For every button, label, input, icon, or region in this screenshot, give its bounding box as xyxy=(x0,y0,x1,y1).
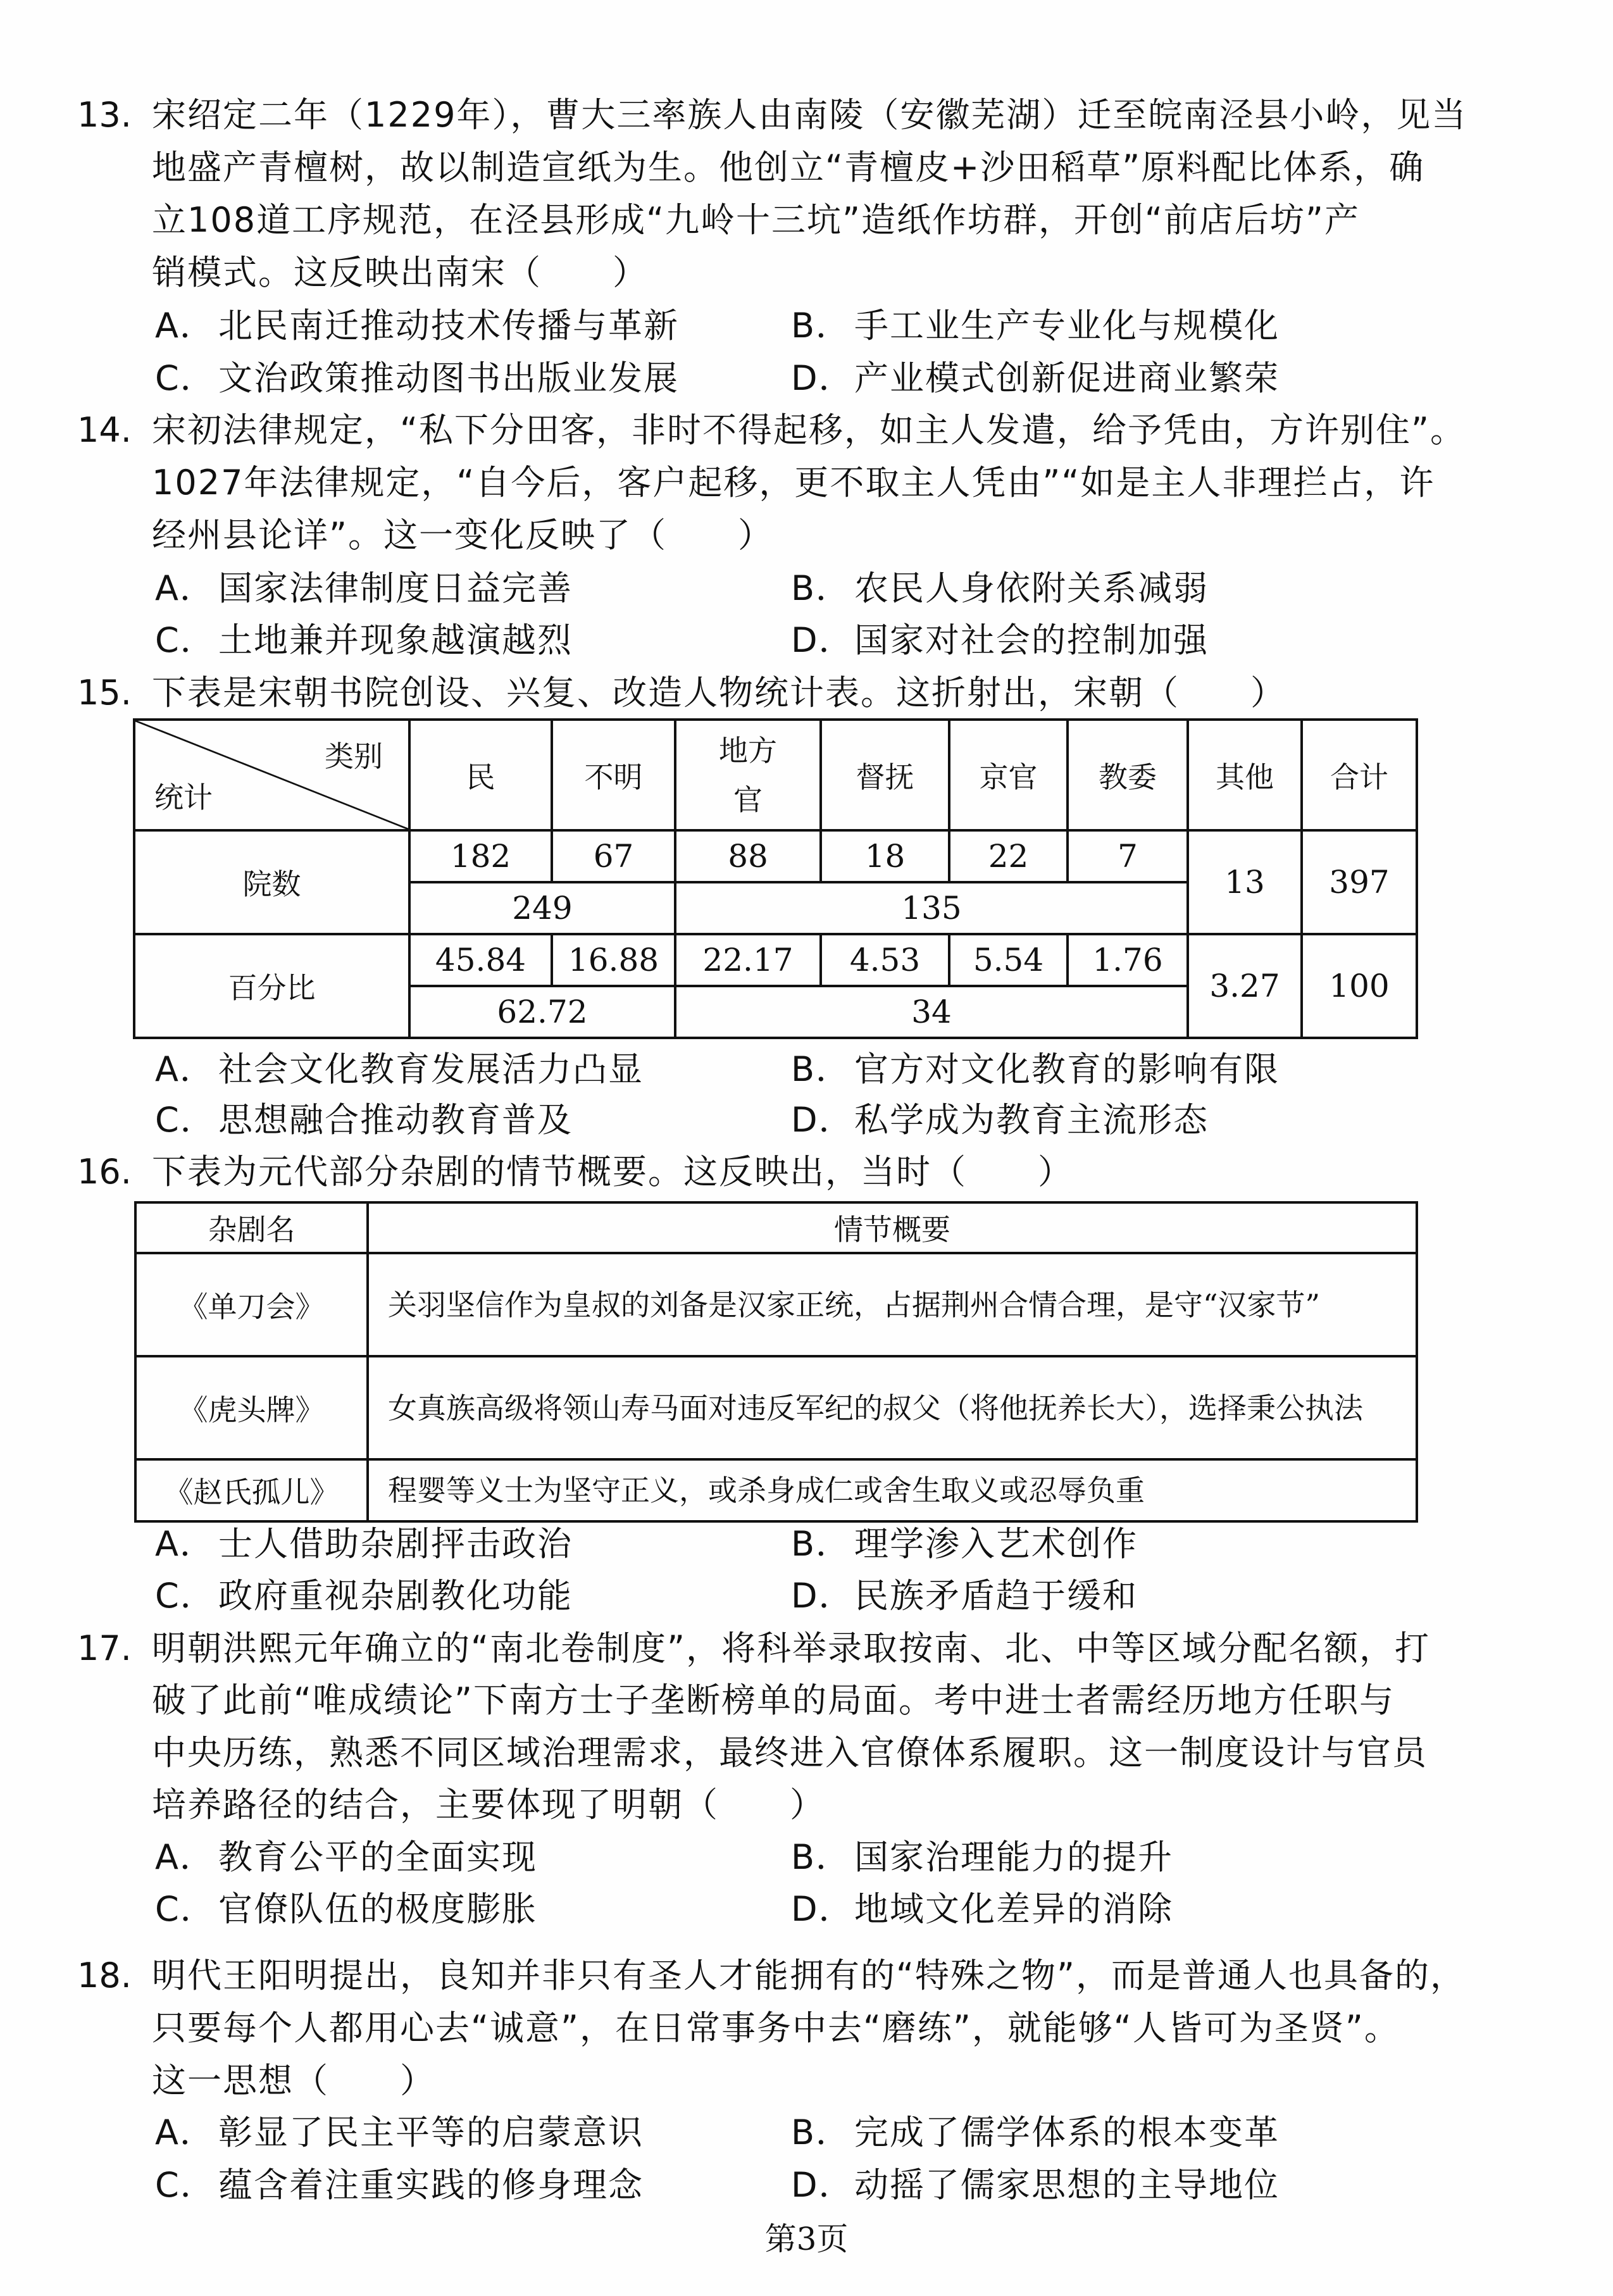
plot-summary-cell: 女真族高级将领山寿马面对违反军纪的叔父（将他抚养长大），选择秉公执法 xyxy=(368,1356,1417,1459)
option-key: D． xyxy=(791,620,854,660)
question-text-line: 明代王阳明提出，良知并非只有圣人才能拥有的“特殊之物”，而是普通人也具备的， xyxy=(152,1956,1466,1995)
table-cell-group: 34 xyxy=(675,986,1188,1038)
header-cell: 杂剧名 xyxy=(135,1202,368,1253)
row-label: 百分比 xyxy=(134,934,409,1038)
option-text: 农民人身依附关系减弱 xyxy=(854,568,1209,608)
option-key: C． xyxy=(155,620,216,660)
option-b[interactable] xyxy=(791,1525,1138,1563)
option-b[interactable] xyxy=(791,1838,1173,1876)
question-text-line: 只要每个人都用心去“诚意”，在日常事务中去“磨练”，就能够“人皆可为圣贤”。 xyxy=(152,2008,1400,2048)
option-key: A． xyxy=(155,1837,215,1877)
option-key: C． xyxy=(155,1889,216,1929)
option-text: 手工业生产专业化与规模化 xyxy=(854,306,1280,346)
table-cell: 18 xyxy=(821,830,949,882)
option-c[interactable] xyxy=(155,359,679,397)
option-key: B． xyxy=(791,568,852,608)
option-text: 私学成为教育主流形态 xyxy=(854,1100,1209,1140)
option-d[interactable] xyxy=(791,1577,1138,1615)
option-text: 教育公平的全面实现 xyxy=(218,1837,537,1877)
option-text: 思想融合推动教育普及 xyxy=(218,1100,573,1140)
question-text-line: 销模式。这反映出南宋（ ） xyxy=(152,253,648,292)
option-key: C． xyxy=(155,2165,216,2205)
option-key: B． xyxy=(791,1837,852,1877)
option-text: 地域文化差异的消除 xyxy=(854,1889,1173,1929)
header-cell: 情节概要 xyxy=(368,1202,1417,1253)
option-b[interactable] xyxy=(791,2114,1280,2152)
header-cell: 合计 xyxy=(1302,720,1417,830)
option-d[interactable] xyxy=(791,359,1280,397)
option-text: 官方对文化教育的影响有限 xyxy=(854,1049,1280,1089)
table-cell: 7 xyxy=(1068,830,1188,882)
table-cell: 1.76 xyxy=(1068,934,1188,986)
option-c[interactable] xyxy=(155,2166,644,2204)
option-text: 士人借助杂剧抨击政治 xyxy=(218,1524,573,1564)
option-key: A． xyxy=(155,1524,215,1564)
option-text: 蕴含着注重实践的修身理念 xyxy=(218,2165,644,2205)
row-label: 院数 xyxy=(134,830,409,934)
table-header-row xyxy=(135,1202,1417,1253)
option-text: 土地兼并现象越演越烈 xyxy=(218,620,573,660)
table-header-row xyxy=(134,720,1417,830)
table-cell-group: 62.72 xyxy=(409,986,675,1038)
play-name-cell: 《单刀会》 xyxy=(135,1253,368,1356)
question-text-line: 立108道工序规范，在泾县形成“九岭十三坑”造纸作坊群，开创“前店后坊”产 xyxy=(152,200,1360,240)
option-key: A． xyxy=(155,1049,215,1089)
question-text-line: 1027年法律规定，“自今后，客户起移，更不取主人凭由”“如是主人非理拦占，许 xyxy=(152,463,1435,502)
header-cell: 地方官 xyxy=(675,720,821,830)
corner-header-cell xyxy=(134,720,409,830)
table-row xyxy=(135,1459,1417,1521)
option-text: 文治政策推动图书出版业发展 xyxy=(218,358,679,398)
option-text: 国家对社会的控制加强 xyxy=(854,620,1209,660)
option-d[interactable] xyxy=(791,621,1209,659)
option-text: 产业模式创新促进商业繁荣 xyxy=(854,358,1280,398)
header-cell: 教委 xyxy=(1068,720,1188,830)
option-c[interactable] xyxy=(155,1890,537,1928)
question-text-line: 宋初法律规定，“私下分田客，非时不得起移，如主人发遣，给予凭由，方许别住”。 xyxy=(152,410,1466,450)
table-cell: 67 xyxy=(552,830,675,882)
question-text-line: 宋绍定二年（1229年），曹大三率族人由南陵（安徽芜湖）迁至皖南泾县小岭，见当 xyxy=(152,95,1467,135)
option-c[interactable] xyxy=(155,1101,573,1139)
option-key: C． xyxy=(155,1100,216,1140)
option-a[interactable] xyxy=(155,570,573,608)
table-cell-total: 397 xyxy=(1302,830,1417,934)
option-d[interactable] xyxy=(791,2166,1280,2204)
table-cell: 16.88 xyxy=(552,934,675,986)
option-b[interactable] xyxy=(791,570,1209,608)
option-text: 动摇了儒家思想的主导地位 xyxy=(854,2165,1280,2205)
question-text-line: 这一思想（ ） xyxy=(152,2061,435,2100)
option-key: C． xyxy=(155,358,216,398)
table-cell: 4.53 xyxy=(821,934,949,986)
question-text-line: 经州县论详”。这一变化反映了（ ） xyxy=(152,515,773,555)
table-cell: 5.54 xyxy=(949,934,1068,986)
option-key: A． xyxy=(155,306,215,346)
option-key: C． xyxy=(155,1576,216,1616)
header-cell: 京官 xyxy=(949,720,1068,830)
option-text: 官僚队伍的极度膨胀 xyxy=(218,1889,537,1929)
table-cell-other: 3.27 xyxy=(1188,934,1302,1038)
option-c[interactable] xyxy=(155,1577,573,1615)
option-key: D． xyxy=(791,1889,854,1929)
table-cell-other: 13 xyxy=(1188,830,1302,934)
table-cell-group: 135 xyxy=(675,882,1188,934)
option-b[interactable] xyxy=(791,1051,1280,1089)
option-text: 政府重视杂剧教化功能 xyxy=(218,1576,573,1616)
question-text-line: 下表为元代部分杂剧的情节概要。这反映出，当时（ ） xyxy=(152,1152,1073,1192)
option-b[interactable] xyxy=(791,307,1280,345)
header-cell: 不明 xyxy=(552,720,675,830)
table-row xyxy=(134,934,1417,986)
question-text-line: 下表是宋朝书院创设、兴复、改造人物统计表。这折射出，宋朝（ ） xyxy=(152,673,1286,713)
question-number: 18. xyxy=(77,1956,132,1995)
question-number: 14. xyxy=(77,410,132,450)
option-text: 彰显了民主平等的启蒙意识 xyxy=(218,2112,644,2152)
option-c[interactable] xyxy=(155,621,573,659)
option-key: D． xyxy=(791,1100,854,1140)
option-a[interactable] xyxy=(155,307,679,345)
option-key: A． xyxy=(155,568,215,608)
option-key: B． xyxy=(791,1524,852,1564)
play-name-cell: 《赵氏孤儿》 xyxy=(135,1459,368,1521)
table-cell: 182 xyxy=(409,830,552,882)
option-key: B． xyxy=(791,306,852,346)
table-cell: 22.17 xyxy=(675,934,821,986)
zaju-plot-table xyxy=(134,1201,1418,1523)
page-number: 第3页 xyxy=(764,2221,849,2257)
table-row xyxy=(135,1356,1417,1459)
option-key: B． xyxy=(791,1049,852,1089)
table-cell-group: 249 xyxy=(409,882,675,934)
option-a[interactable] xyxy=(155,1051,644,1089)
option-key: A． xyxy=(155,2112,215,2152)
option-d[interactable] xyxy=(791,1890,1173,1928)
question-number: 17. xyxy=(77,1628,132,1668)
header-cell: 民 xyxy=(409,720,552,830)
option-text: 完成了儒学体系的根本变革 xyxy=(854,2112,1280,2152)
question-number: 13. xyxy=(77,95,132,135)
question-text-line: 地盛产青檀树，故以制造宣纸为生。他创立“青檀皮+沙田稻草”原料配比体系，确 xyxy=(152,147,1425,187)
option-text: 理学渗入艺术创作 xyxy=(854,1524,1138,1564)
option-key: D． xyxy=(791,358,854,398)
header-cell: 其他 xyxy=(1188,720,1302,830)
play-name-cell: 《虎头牌》 xyxy=(135,1356,368,1459)
option-text: 国家法律制度日益完善 xyxy=(218,568,573,608)
option-key: D． xyxy=(791,2165,854,2205)
option-a[interactable] xyxy=(155,2114,644,2152)
option-text: 社会文化教育发展活力凸显 xyxy=(218,1049,644,1089)
academy-statistics-table xyxy=(133,718,1418,1039)
option-a[interactable] xyxy=(155,1525,573,1563)
question-text-line: 中央历练，熟悉不同区域治理需求，最终进入官僚体系履职。这一制度设计与官员 xyxy=(152,1733,1428,1773)
option-a[interactable] xyxy=(155,1838,537,1876)
table-cell-total: 100 xyxy=(1302,934,1417,1038)
option-d[interactable] xyxy=(791,1101,1209,1139)
corner-bottom-label: 统计 xyxy=(154,780,213,814)
option-text: 民族矛盾趋于缓和 xyxy=(854,1576,1138,1616)
table-row xyxy=(134,830,1417,882)
table-cell: 88 xyxy=(675,830,821,882)
question-text-line: 明朝洪熙元年确立的“南北卷制度”，将科举录取按南、北、中等区域分配名额，打 xyxy=(152,1628,1430,1668)
option-key: B． xyxy=(791,2112,852,2152)
plot-summary-cell: 程婴等义士为坚守正义，或杀身成仁或舍生取义或忍辱负重 xyxy=(368,1459,1417,1521)
table-cell: 45.84 xyxy=(409,934,552,986)
question-text-line: 破了此前“唯成绩论”下南方士子垄断榜单的局面。考中进士者需经历地方任职与 xyxy=(152,1680,1395,1720)
option-text: 北民南迁推动技术传播与革新 xyxy=(218,306,679,346)
option-text: 国家治理能力的提升 xyxy=(854,1837,1173,1877)
question-number: 16. xyxy=(77,1152,132,1192)
question-number: 15. xyxy=(77,673,132,713)
question-text-line: 培养路径的结合，主要体现了明朝（ ） xyxy=(152,1785,825,1825)
corner-top-label: 类别 xyxy=(325,739,383,773)
plot-summary-cell: 关羽坚信作为皇叔的刘备是汉家正统，占据荆州合情合理，是守“汉家节” xyxy=(368,1253,1417,1356)
option-key: D． xyxy=(791,1576,854,1616)
table-row xyxy=(135,1253,1417,1356)
header-cell: 督抚 xyxy=(821,720,949,830)
table-cell: 22 xyxy=(949,830,1068,882)
